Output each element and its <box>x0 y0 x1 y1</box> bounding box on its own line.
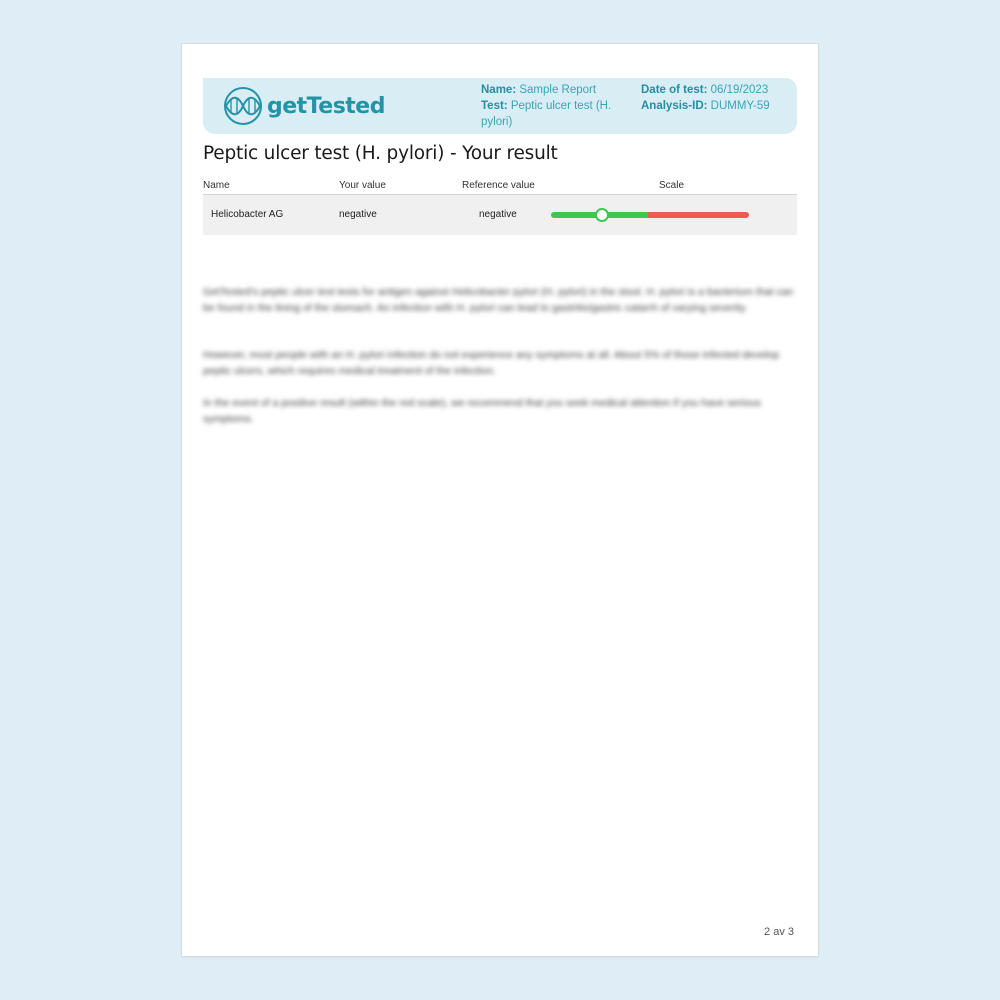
result-scale <box>551 209 749 221</box>
name-field <box>481 82 631 98</box>
column-header-name: Name <box>203 180 230 191</box>
table-row <box>203 195 797 235</box>
analysis-id-field <box>641 98 791 114</box>
report-header <box>203 78 797 134</box>
row-name: Helicobacter AG <box>211 209 284 220</box>
column-header-scale: Scale <box>659 180 685 191</box>
test-meta <box>641 82 791 114</box>
date-value: 06/19/2023 <box>710 84 769 96</box>
page-title: Peptic ulcer test (H. pylori) - Your result <box>203 143 558 164</box>
report-page <box>182 44 818 956</box>
date-label: Date of test: <box>641 84 708 96</box>
scale-value-marker <box>595 208 609 222</box>
name-label: Name: <box>481 84 517 96</box>
analysis-id-label: Analysis-ID: <box>641 100 708 112</box>
test-value: Peptic ulcer test (H. pylori) <box>481 100 612 128</box>
date-field <box>641 82 791 98</box>
row-reference-value: negative <box>479 209 517 220</box>
scale-abnormal-segment <box>648 212 749 218</box>
dna-helix-logo-icon <box>223 86 263 126</box>
info-paragraph: In the event of a positive result (within the red scale), we recommend that you seek medical attention if you have serious symptoms. <box>203 397 761 425</box>
name-value: Sample Report <box>519 84 597 96</box>
patient-meta <box>481 82 631 130</box>
brand-name: getTested <box>267 93 385 119</box>
row-your-value: negative <box>339 209 377 220</box>
info-paragraph: However, most people with an H. pylori infection do not experience any symptoms at all. About 5% of those infected develop peptic ulcers, which requires medical treatment of the infection. <box>203 349 780 377</box>
column-header-reference-value: Reference value <box>462 180 535 191</box>
test-label: Test: <box>481 100 508 112</box>
column-header-your-value: Your value <box>339 180 386 191</box>
page-indicator: 2 av 3 <box>764 926 794 938</box>
brand-logo <box>223 86 385 126</box>
test-field <box>481 98 631 130</box>
info-paragraph: GetTested's peptic ulcer test tests for antigen against Helicobacter pylori (H. pylori) in the stool. H. pylori is a bacterium that can be found in the lining of the stomach. An infection with H. pylori can lead to gastritis/gastric catarrh of varying severity. <box>203 286 794 314</box>
analysis-id-value: DUMMY-59 <box>710 100 770 112</box>
